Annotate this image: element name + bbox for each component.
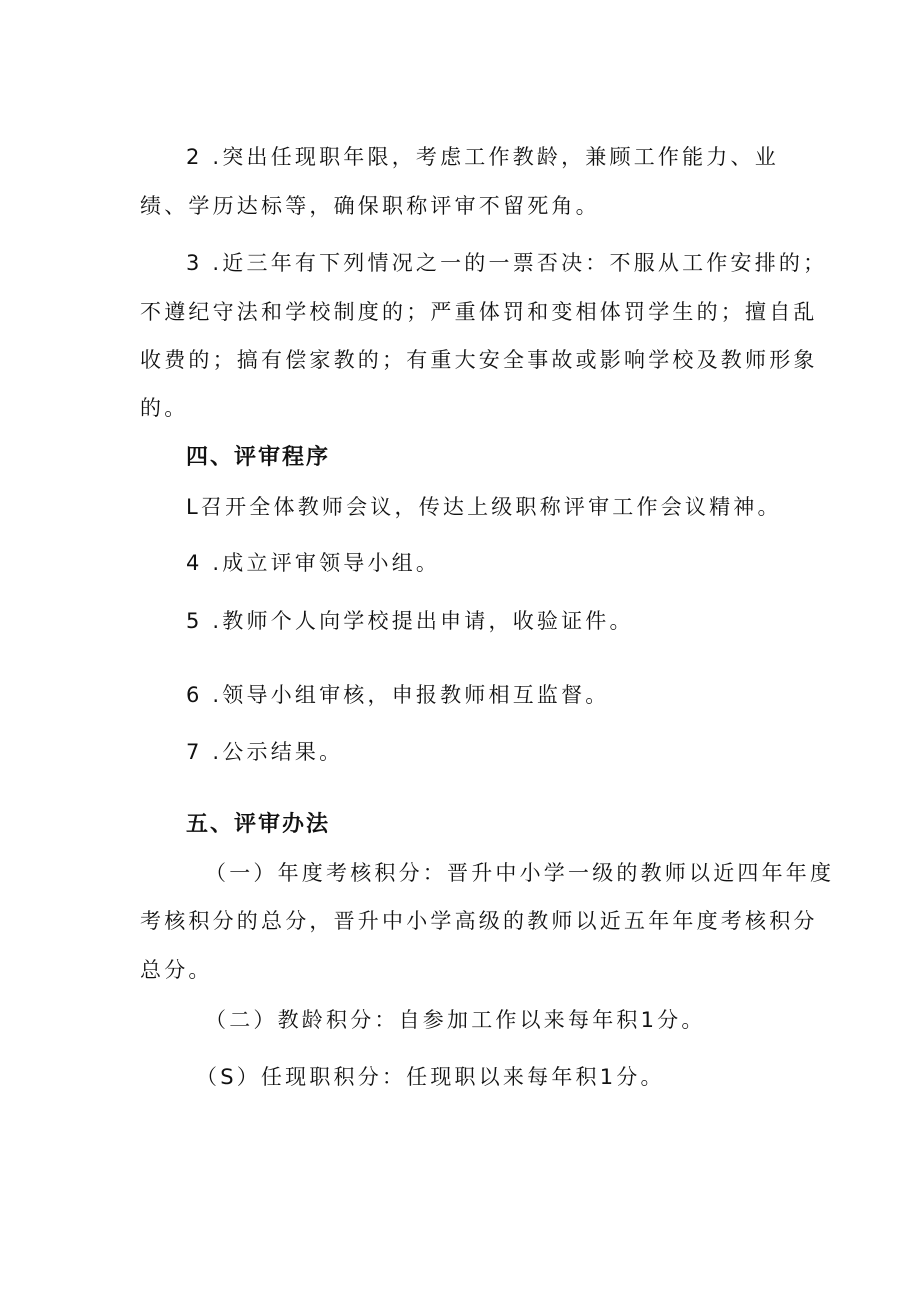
paragraph-3-line-1: 3 .近三年有下列情况之一的一票否决：不服从工作安排的； [186, 251, 828, 275]
procedure-item-5: 5 .教师个人向学校提出申请，收验证件。 [186, 609, 634, 633]
paragraph-3-line-4: 的。 [140, 396, 189, 420]
section-heading-evaluation-method: 五、评审办法 [186, 812, 331, 837]
procedure-item-7: 7 .公示结果。 [186, 740, 344, 764]
paragraph-2-line-1: 2 .突出任现职年限，考虑工作教龄，兼顾工作能力、业 [186, 145, 779, 169]
procedure-item-6: 6 .领导小组审核，申报教师相互监督。 [186, 683, 610, 707]
procedure-item-1: L召开全体教师会议，传达上级职称评审工作会议精神。 [186, 495, 782, 519]
method-item-1-line-3: 总分。 [140, 958, 213, 982]
method-item-3: （S）任现职积分：任现职以来每年积1分。 [196, 1065, 665, 1089]
procedure-item-4: 4 .成立评审领导小组。 [186, 551, 441, 575]
paragraph-3-line-2: 不遵纪守法和学校制度的；严重体罚和变相体罚学生的；擅自乱 [140, 300, 818, 324]
paragraph-2-line-2: 绩、学历达标等，确保职称评审不留死角。 [140, 194, 600, 218]
method-item-2: （二）教龄积分：自参加工作以来每年积1分。 [205, 1008, 706, 1032]
paragraph-3-line-3: 收费的；搞有偿家教的；有重大安全事故或影响学校及教师形象 [140, 348, 818, 372]
method-item-1-line-2: 考核积分的总分，晋升中小学高级的教师以近五年年度考核积分 [140, 909, 818, 933]
method-item-1-line-1: （一）年度考核积分：晋升中小学一级的教师以近四年年度 [205, 861, 835, 885]
section-heading-evaluation-procedure: 四、评审程序 [186, 445, 331, 470]
